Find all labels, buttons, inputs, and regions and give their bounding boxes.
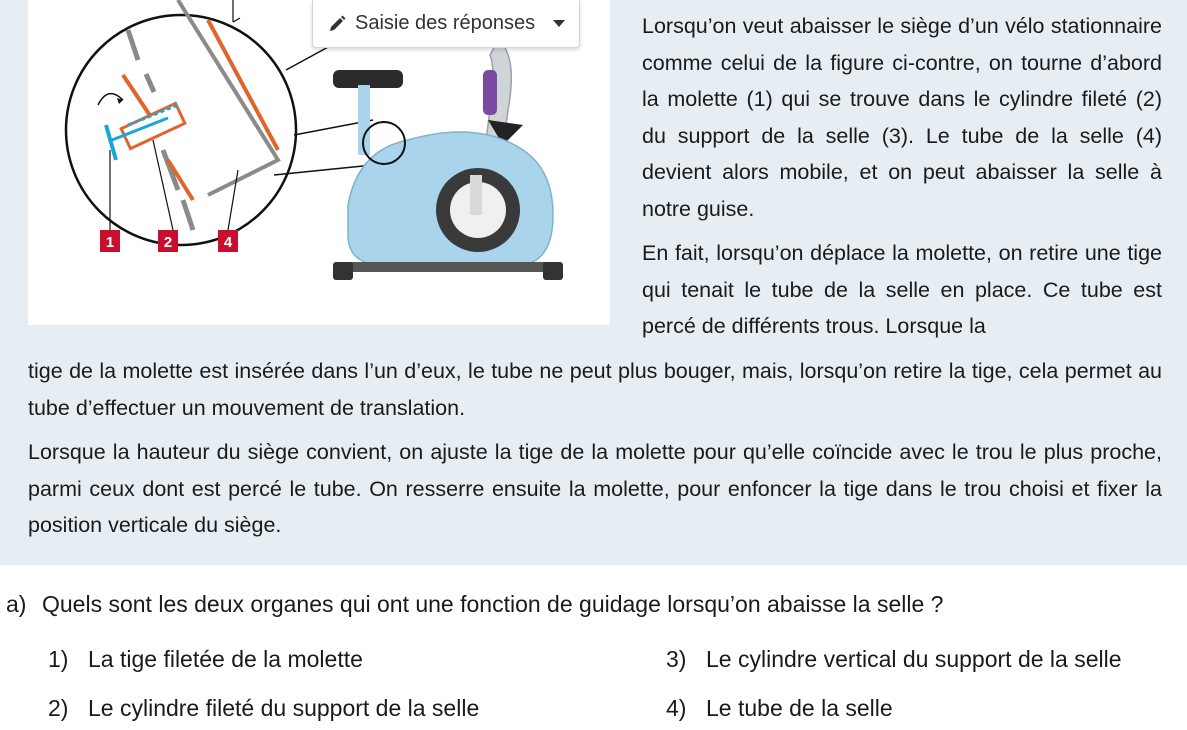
question-text: Quels sont les deux organes qui ont une fonction de guidage lorsqu’on abaisse la selle ? — [42, 591, 944, 617]
paragraph-3: Lorsque la hauteur du siège convient, on ajuste la tige de la molette pour qu’elle coïncide avec le trou le plus proche, parmi ceux dont est percé le tube. On resserre ensuite la molette, pour enfoncer la tige dans le trou choisi et fixer la position verticale du siège. — [28, 440, 1162, 537]
option-number: 4) — [666, 695, 687, 721]
dropdown-label: Saisie des réponses — [355, 12, 536, 34]
passage-full-width — [28, 353, 1162, 552]
option-number: 3) — [666, 646, 687, 672]
question-a — [6, 588, 943, 620]
option-text: Le cylindre fileté du support de la selle — [88, 695, 480, 721]
pencil-icon — [327, 14, 347, 34]
label-2: 2 — [163, 234, 173, 251]
bike-diagram — [28, 0, 610, 325]
caret-down-icon — [553, 20, 565, 27]
label-4: 4 — [223, 234, 233, 251]
answer-entry-dropdown[interactable] — [312, 0, 580, 48]
paragraph-2-end: tige de la molette est insérée dans l’un d’eux, le tube ne peut plus bouger, mais, lorsqu’on retire la tige, cela permet au tube d’effectuer un mouvement de translation. — [28, 359, 1162, 420]
option-number: 1) — [48, 646, 69, 672]
passage-right-column — [642, 8, 1162, 353]
bike-figure — [28, 0, 610, 325]
option-2[interactable] — [48, 692, 479, 724]
option-number: 2) — [48, 695, 69, 721]
question-letter: a) — [6, 591, 27, 617]
option-4[interactable] — [666, 692, 893, 724]
option-1[interactable] — [48, 643, 363, 675]
option-text: Le cylindre vertical du support de la selle — [706, 646, 1122, 672]
paragraph-1: Lorsqu’on veut abaisser le siège d’un vélo stationnaire comme celui de la figure ci-contre, on tourne d’abord la molette (1) qui se trouve dans le cylindre fileté (2) du support de la selle (3). Le tube de la selle (4) devient alors mobile, et on peut abaisser la selle à notre guise. — [642, 14, 1162, 221]
label-1: 1 — [105, 234, 115, 251]
option-text: La tige filetée de la molette — [88, 646, 363, 672]
option-3[interactable] — [666, 643, 1122, 675]
paragraph-2-start: En fait, lorsqu’on déplace la molette, on retire une tige qui tenait le tube de la selle en place. Ce tube est percé de différents trous. Lorsque la — [642, 241, 1162, 338]
option-text: Le tube de la selle — [706, 695, 893, 721]
